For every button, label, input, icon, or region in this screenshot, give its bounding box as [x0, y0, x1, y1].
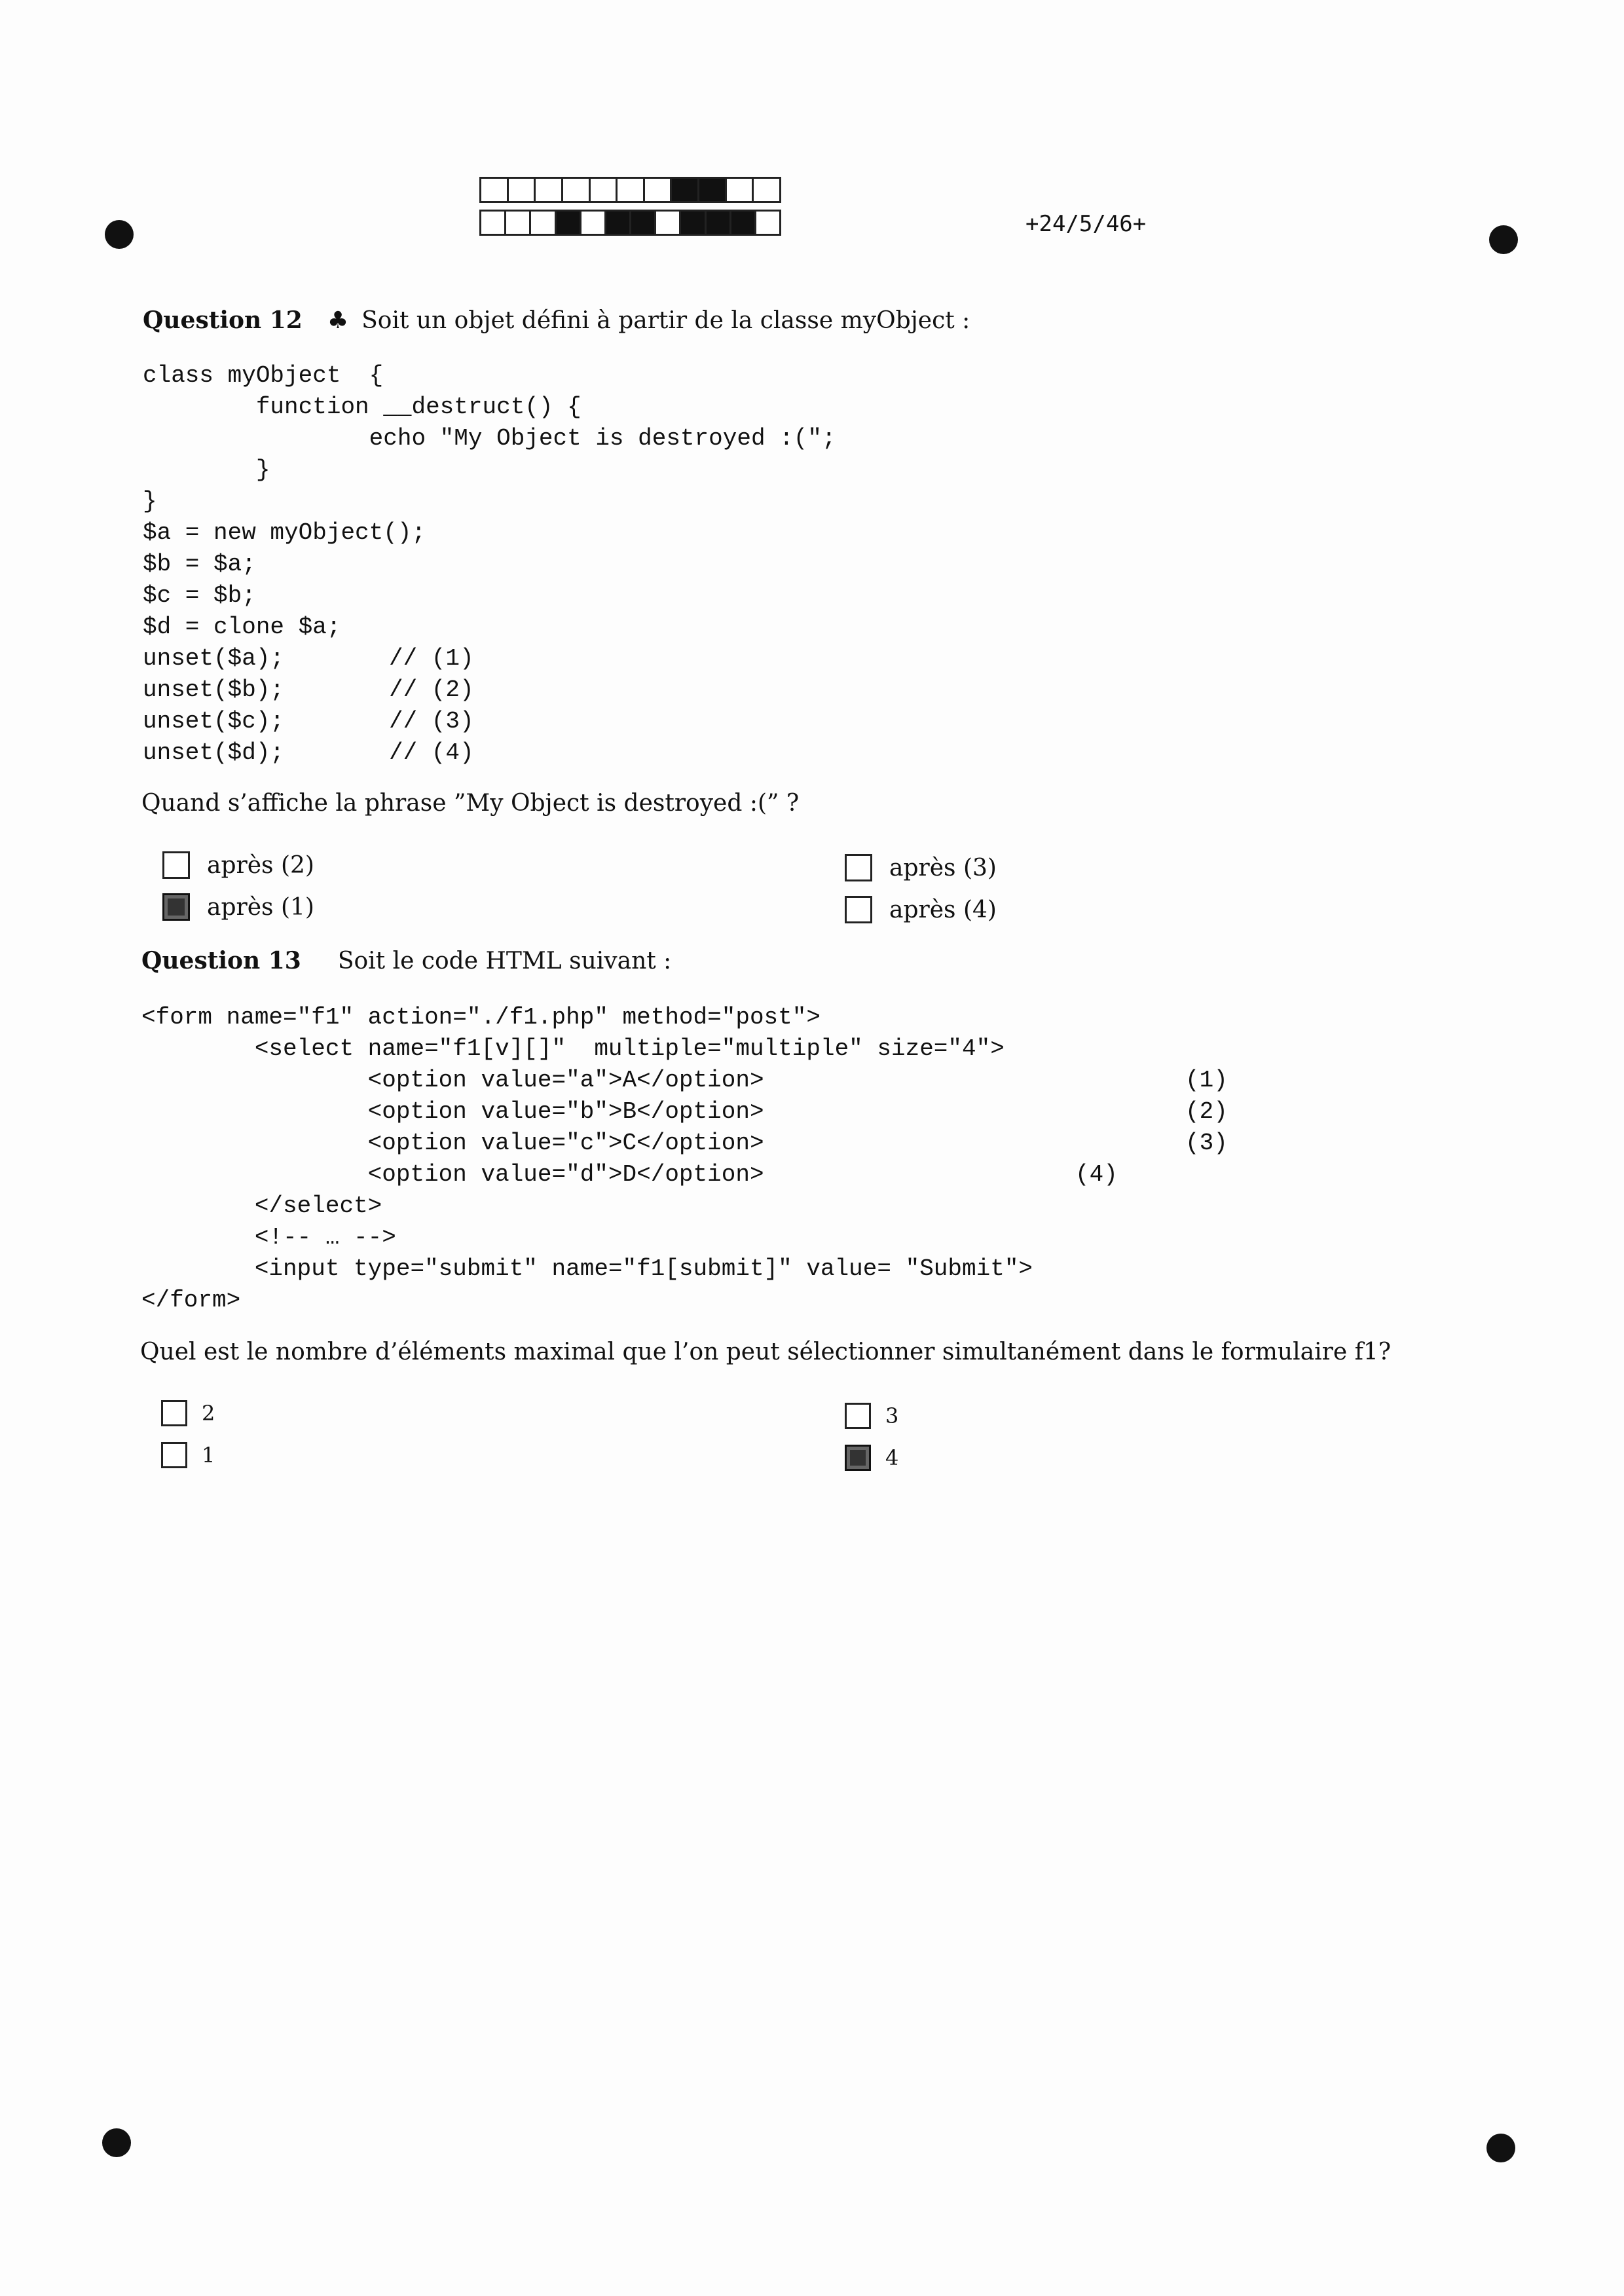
choice-label: 2 — [202, 1401, 215, 1426]
question-12-text: Soit un objet défini à partir de la classe myObject : — [361, 307, 970, 334]
code-text: unset($a); — [143, 645, 285, 672]
barcode-cell — [672, 179, 699, 201]
code-annotation: // (1) — [389, 645, 474, 672]
checkbox[interactable] — [162, 851, 190, 879]
choice-label: après (1) — [207, 893, 314, 921]
choice-label: 3 — [885, 1403, 899, 1428]
code-line — [143, 517, 863, 549]
question-12-prompt: Quand s’affiche la phrase ”My Object is destroyed :(” ? — [141, 790, 800, 817]
code-text: <input type="submit" name="f1[submit]" value= "Submit"> — [141, 1255, 1033, 1282]
code-line — [143, 360, 863, 392]
code-text: <!-- … --> — [141, 1224, 396, 1251]
registration-mark-bottom-left — [102, 2128, 131, 2157]
code-text: <option value="c">C</option> — [141, 1130, 764, 1157]
code-line — [143, 423, 863, 454]
code-text: $c = $b; — [143, 582, 256, 609]
checkbox-checked[interactable] — [162, 893, 190, 921]
code-line — [141, 1253, 1255, 1285]
barcode-cell — [481, 212, 506, 234]
barcode-cell — [707, 212, 731, 234]
page-id: +24/5/46+ — [1025, 211, 1147, 237]
q12-choice-4[interactable] — [845, 896, 997, 923]
q13-choice-4[interactable] — [845, 1445, 898, 1471]
barcode-cell — [509, 179, 536, 201]
question-13-title — [141, 947, 671, 974]
code-text: } — [143, 488, 157, 515]
checkbox[interactable] — [845, 1403, 871, 1429]
code-line — [143, 737, 863, 769]
code-text: <form name="f1" action="./f1.php" method="post"> — [141, 1004, 821, 1031]
code-text: <option value="a">A</option> — [141, 1067, 764, 1094]
code-line — [141, 1285, 1255, 1316]
choice-label: 1 — [202, 1443, 215, 1468]
code-annotation: // (2) — [389, 676, 474, 703]
barcode-cell — [681, 212, 706, 234]
code-line — [143, 643, 863, 675]
question-13-label: Question 13 — [141, 947, 301, 974]
barcode-cell — [754, 179, 781, 201]
code-annotation: // (4) — [389, 739, 474, 766]
barcode-cell — [606, 212, 631, 234]
code-line — [141, 1065, 1255, 1096]
question-12-code — [143, 360, 863, 769]
checkbox[interactable] — [845, 854, 872, 881]
choice-label: après (2) — [207, 851, 314, 879]
code-line — [143, 392, 863, 423]
code-text: <option value="b">B</option> — [141, 1098, 764, 1125]
code-text: unset($c); — [143, 708, 285, 735]
q13-choice-2[interactable] — [845, 1403, 898, 1429]
question-13-code — [141, 1002, 1255, 1316]
code-line — [143, 486, 863, 517]
code-text: class myObject { — [143, 362, 384, 389]
code-line — [141, 1033, 1255, 1065]
q13-choice-1[interactable] — [161, 1400, 215, 1426]
code-text: function __destruct() { — [143, 394, 581, 420]
barcode-cell — [563, 179, 591, 201]
code-text: unset($d); — [143, 739, 285, 766]
code-line — [141, 1191, 1255, 1222]
code-line — [141, 1159, 1255, 1191]
code-text: </form> — [141, 1287, 241, 1314]
code-line — [143, 675, 863, 706]
registration-mark-top-right — [1489, 225, 1518, 254]
code-annotation: // (3) — [389, 708, 474, 735]
code-text: $d = clone $a; — [143, 614, 341, 640]
code-text: </select> — [141, 1193, 382, 1219]
q12-choice-3[interactable] — [162, 893, 314, 921]
barcode-cell — [731, 212, 756, 234]
q12-choice-1[interactable] — [162, 851, 314, 879]
barcode-cell — [506, 212, 531, 234]
code-line — [143, 549, 863, 580]
code-text: <select name="f1[v][]" multiple="multiple" size="4"> — [141, 1035, 1005, 1062]
barcode-cell — [557, 212, 581, 234]
barcode-cell — [727, 179, 754, 201]
choice-label: après (4) — [889, 896, 997, 923]
code-text: echo "My Object is destroyed :("; — [143, 425, 836, 452]
code-line — [143, 454, 863, 486]
registration-mark-bottom-right — [1486, 2134, 1515, 2162]
choice-label: après (3) — [889, 854, 997, 881]
code-annotation: (2) — [1185, 1098, 1228, 1125]
code-annotation: (4) — [1075, 1161, 1118, 1188]
club-icon: ♣ — [327, 307, 349, 334]
barcode-cell — [481, 179, 509, 201]
barcode-cell — [581, 212, 606, 234]
code-line — [141, 1128, 1255, 1159]
code-line — [141, 1222, 1255, 1253]
barcode-cell — [631, 212, 656, 234]
barcode-cell — [618, 179, 645, 201]
code-annotation: (3) — [1185, 1130, 1228, 1157]
code-line — [143, 612, 863, 643]
code-text: $a = new myObject(); — [143, 519, 426, 546]
barcode-cell — [591, 179, 618, 201]
code-text: } — [143, 456, 270, 483]
question-12-label: Question 12 — [143, 306, 303, 334]
code-line — [143, 706, 863, 737]
question-13-text: Soit le code HTML suivant : — [337, 948, 672, 974]
code-line — [141, 1096, 1255, 1128]
barcode-row-1 — [479, 177, 781, 203]
q13-choice-3[interactable] — [161, 1442, 215, 1468]
code-text: $b = $a; — [143, 551, 256, 578]
code-text: unset($b); — [143, 676, 285, 703]
q12-choice-2[interactable] — [845, 854, 997, 881]
barcode-cell — [756, 212, 781, 234]
code-line — [141, 1002, 1255, 1033]
checkbox[interactable] — [845, 896, 872, 923]
barcode-cell — [699, 179, 727, 201]
choice-label: 4 — [885, 1445, 899, 1470]
barcode-cell — [645, 179, 673, 201]
checkbox-checked[interactable] — [845, 1445, 871, 1471]
question-13-prompt: Quel est le nombre d’éléments maximal que l’on peut sélectionner simultanément dans le formulaire f1? — [140, 1339, 1392, 1365]
code-text: <option value="d">D</option> — [141, 1161, 764, 1188]
barcode-row-2 — [479, 210, 781, 236]
barcode-cell — [531, 212, 556, 234]
barcode-cell — [656, 212, 681, 234]
checkbox[interactable] — [161, 1400, 187, 1426]
registration-mark-top-left — [105, 220, 134, 249]
code-annotation: (1) — [1185, 1067, 1228, 1094]
checkbox[interactable] — [161, 1442, 187, 1468]
question-12-title — [143, 306, 970, 334]
barcode-cell — [536, 179, 563, 201]
code-line — [143, 580, 863, 612]
